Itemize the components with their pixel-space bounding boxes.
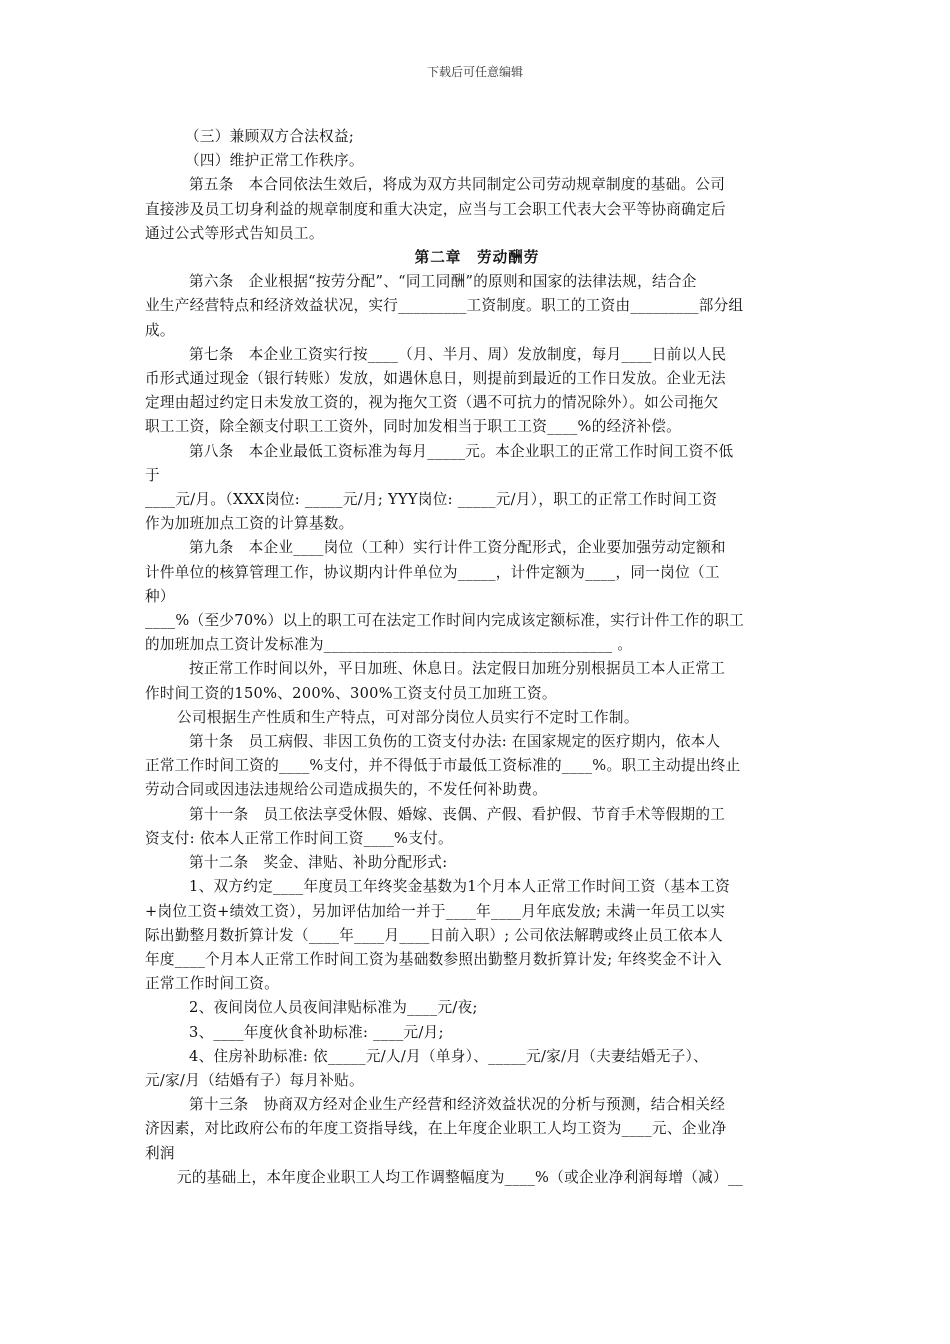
article-9-line: 第九条 本企业____岗位（工种）实行计件工资分配形式，企业要加强劳动定额和 [189,539,726,557]
bonus-item-line: 正常工作时间工资。 [145,975,280,993]
housing-allowance-line: 4、住房补助标准: 依_____元/人/月（单身）、_____元/家/月（夫妻结婚无子）、 [189,1047,709,1065]
clause-line: （三）兼顾双方合法权益; [185,128,355,145]
article-13-line: 元的基础上，本年度企业职工人均工作调整幅度为____%（或企业净利润每增（减）__ [177,1168,744,1186]
chapter-heading: 第二章 劳动酬劳 [414,249,540,267]
article-7-line: 第七条 本企业工资实行按____（月、半月、周）发放制度，每月____日前以人民 [189,345,727,363]
article-12-line: 第十二条 奖金、津贴、补助分配形式: [189,854,448,872]
article-8-line: 第八条 本企业最低工资标准为每月_____元。本企业职工的正常工作时间工资不低 [189,442,734,460]
bonus-item-line: +岗位工资+绩效工资），另加评估加给一并于____年____月年底发放; 未满一年员工以实 [145,902,726,920]
article-5-line: 通过公式等形式告知员工。 [145,224,324,242]
article-6-line: 成。 [145,321,175,339]
article-8-line: 于 [145,466,160,484]
page-header: 下载后可任意编辑 [426,65,523,79]
article-13-line: 第十三条 协商双方经对企业生产经营和经济效益状况的分析与预测，结合相关经 [189,1096,726,1114]
article-9-line: 计件单位的核算管理工作，协议期内计件单位为_____，计件定额为____，同一岗位（工 [145,563,720,581]
overtime-line: 作时间工资的150%、200%、300%工资支付员工加班工资。 [145,684,557,702]
housing-allowance-line: 元/家/月（结婚有子）每月补贴。 [145,1071,364,1089]
article-8-line: 作为加班加点工资的计算基数。 [145,515,354,533]
document-body [145,125,809,1190]
article-7-line: 职工工资，除全额支付职工工资外，同时加发相当于职工工资____%的经济补偿。 [145,418,682,436]
bonus-item-line: 际出勤整月数折算计发（____年____月____日前入职）; 公司依法解聘或终止员工依本人 [145,926,723,944]
bonus-item-line: 年度____个月本人正常工作时间工资为基础数参照出勤整月数折算计发; 年终奖金不计入 [145,950,722,968]
article-13-line: 济因素，对比政府公布的年度工资指导线，在上年度企业职工人均工资为____元、企业净 [145,1120,727,1138]
article-6-line: 业生产经营特点和经济效益状况，实行_________工资制度。职工的工资由_________部分组 [145,297,744,315]
article-8-line: ____元/月。（XXX岗位: _____元/月; YYY岗位: _____元/月），职工的正常工作时间工资 [145,491,718,509]
bonus-item-line: 1、双方约定____年度员工年终奖金基数为1个月本人正常工作时间工资（基本工资 [189,878,731,896]
night-allowance-line: 2、夜间岗位人员夜间津贴标准为____元/夜; [189,999,478,1017]
article-9-line: 种） [145,587,175,605]
article-9-line: ____%（至少70%）以上的职工可在法定工作时间内完成该定额标准，实行计件工作的职工 [145,612,745,630]
flexible-hours-line: 公司根据生产性质和生产特点，可对部分岗位人员实行不定时工作制。 [177,708,639,726]
article-10-line: 正常工作时间工资的____%支付，并不得低于市最低工资标准的____%。职工主动提出终止 [145,757,741,775]
article-11-line: 第十一条 员工依法享受休假、婚嫁、丧偶、产假、看护假、节育手术等假期的工 [189,805,726,823]
article-10-line: 劳动合同或因违法违规给公司造成损失的，不发任何补助费。 [145,781,548,799]
article-9-line: 的加班加点工资计发标准为______________________________________ 。 [145,636,633,654]
article-10-line: 第十条 员工病假、非因工负伤的工资支付办法: 在国家规定的医疗期内，依本人 [189,733,721,751]
article-11-line: 资支付: 依本人正常工作时间工资____%支付。 [145,829,453,847]
article-13-line: 利润 [145,1144,175,1162]
article-5-line: 直接涉及员工切身利益的规章制度和重大决定，应当与工会职工代表大会平等协商确定后 [145,200,726,218]
clause-line: （四）维护正常工作秩序。 [185,152,364,170]
article-6-line: 第六条 企业根据“按劳分配”、“同工同酬”的原则和国家的法律法规，结合企 [189,273,697,291]
article-5-line: 第五条 本合同依法生效后，将成为双方共同制定公司劳动规章制度的基础。公司 [189,176,726,194]
meal-allowance-line: 3、____年度伙食补助标准: ____元/月; [189,1023,444,1041]
overtime-line: 按正常工作时间以外，平日加班、休息日。法定假日加班分别根据员工本人正常工 [189,660,726,678]
article-7-line: 定理由超过约定日未发放工资的，视为拖欠工资（遇不可抗力的情况除外）。如公司拖欠 [145,394,719,412]
article-7-line: 币形式通过现金（银行转账）发放，如遇休息日，则提前到最近的工作日发放。企业无法 [145,370,726,388]
